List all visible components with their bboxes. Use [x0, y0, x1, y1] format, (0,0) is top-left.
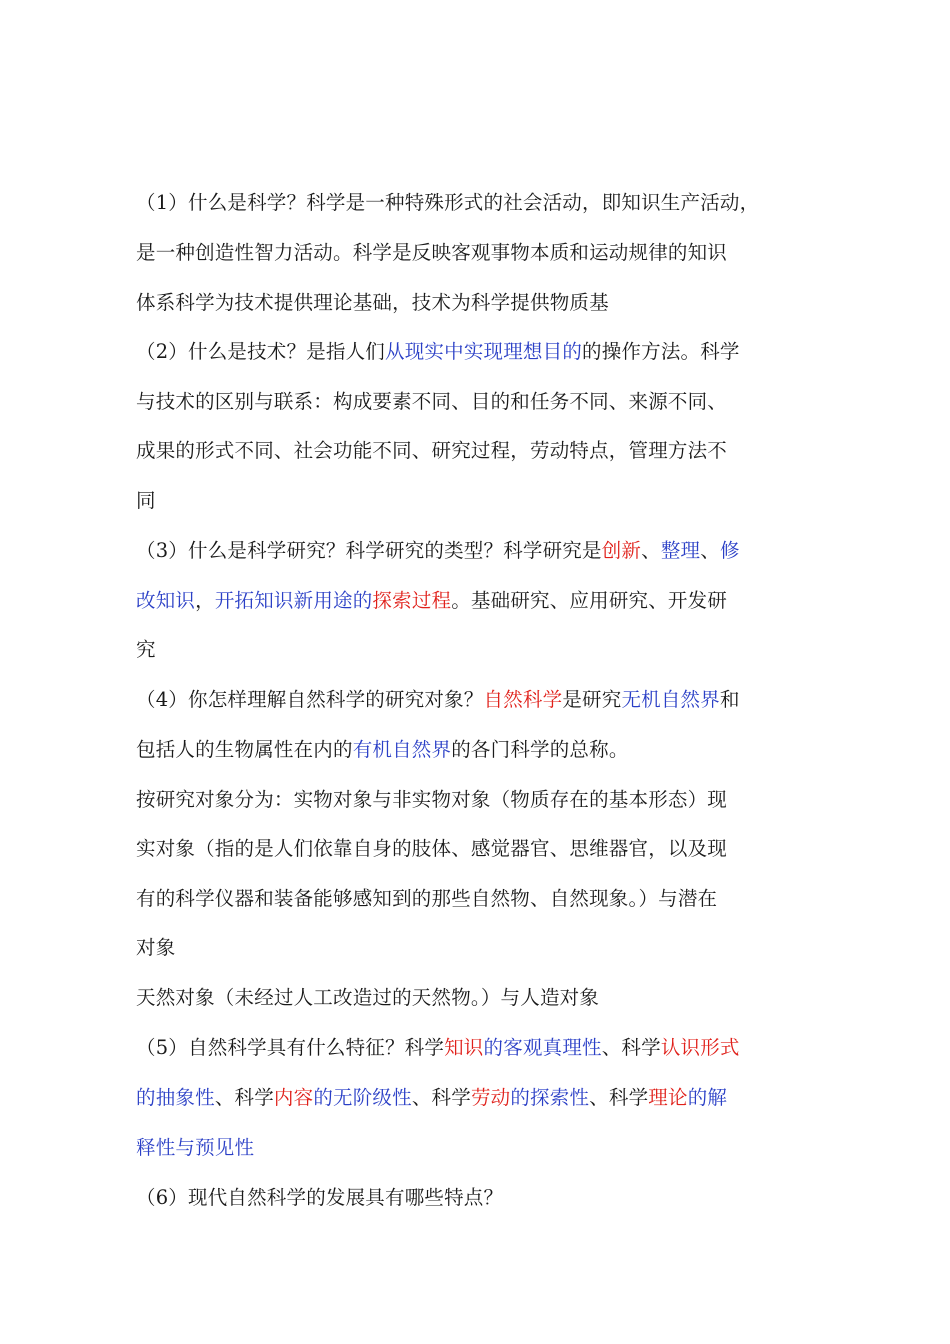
highlighted-text: 劳动 [470, 1086, 511, 1109]
highlighted-text: 知识 [444, 1036, 484, 1059]
text-segment: 、科学 [589, 1086, 649, 1109]
text-segment: 有的科学仪器和装备能够感知到的那些自然物、自然现象。）与潜在 [136, 887, 718, 910]
text-line [136, 228, 727, 278]
text-line [136, 1023, 740, 1073]
text-segment: 、 [700, 539, 720, 562]
text-segment: 实对象（指的是人们依靠自身的肢体、感觉器官、思维器官，以及现 [136, 837, 728, 860]
highlighted-text: 的探索性 [510, 1086, 590, 1109]
text-segment: 的操作方法。科学 [582, 340, 740, 363]
highlighted-text: 的抽象性 [136, 1086, 215, 1109]
text-segment: （4）你怎样理解自然科学的研究对象？ [136, 688, 484, 711]
text-line [136, 824, 727, 874]
text-line [136, 775, 727, 825]
text-segment: 是研究 [562, 688, 622, 711]
text-segment: 的各门科学的总称。 [451, 738, 629, 761]
highlighted-text: 有机自然界 [352, 738, 452, 761]
highlighted-text: 释性与预见性 [136, 1136, 255, 1159]
text-segment: 。基础研究、应用研究、开发研 [451, 589, 728, 612]
text-line [136, 476, 156, 526]
text-segment: （6）现代自然科学的发展具有哪些特点？ [136, 1186, 504, 1209]
text-line [136, 426, 727, 476]
text-segment: （5）自然科学具有什么特征？科学 [136, 1036, 445, 1059]
highlighted-text: 创新 [601, 539, 642, 562]
highlighted-text: 自然科学 [483, 688, 563, 711]
text-line [136, 1123, 254, 1173]
text-line [136, 1073, 727, 1123]
text-line [136, 874, 717, 924]
text-line [136, 725, 629, 775]
text-segment: 、科学 [601, 1036, 661, 1059]
highlighted-text: 开拓知识新用途的 [214, 589, 373, 612]
highlighted-text: 理论 [648, 1086, 688, 1109]
highlighted-text: 内容 [273, 1086, 314, 1109]
text-line [136, 526, 740, 576]
text-segment: 和 [719, 688, 740, 711]
highlighted-text: 从现实中实现理想目的 [385, 340, 583, 363]
text-segment: 包括人的生物属性在内的 [136, 738, 353, 761]
text-segment: （3）什么是科学研究？科学研究的类型？科学研究是 [136, 539, 602, 562]
highlighted-text: 改知识 [136, 589, 196, 612]
highlighted-text: 整理 [660, 539, 701, 562]
text-line [136, 923, 175, 973]
text-segment: 是一种创造性智力活动。科学是反映客观事物本质和运动规律的知识 [136, 241, 728, 264]
text-line [136, 973, 599, 1023]
text-segment: 与技术的区别与联系：构成要素不同、目的和任务不同、来源不同、 [136, 390, 728, 413]
text-segment: 天然对象（未经过人工改造过的天然物。）与人造对象 [136, 986, 600, 1009]
text-line [136, 327, 740, 377]
text-line [136, 377, 727, 427]
text-segment: 体系科学为技术提供理论基础，技术为科学提供物质基 [136, 291, 609, 314]
text-segment: 按研究对象分为：实物对象与非实物对象（物质存在的基本形态）现 [136, 788, 728, 811]
text-line [136, 576, 727, 626]
text-segment: （2）什么是技术？是指人们 [136, 340, 386, 363]
text-segment: 究 [136, 638, 156, 661]
highlighted-text: 认识形式 [660, 1036, 740, 1059]
text-segment: 对象 [136, 936, 176, 959]
text-line [136, 278, 609, 328]
highlighted-text: 的无阶级性 [313, 1086, 412, 1109]
text-segment: 、科学 [411, 1086, 471, 1109]
text-line [136, 178, 759, 228]
highlighted-text: 的客观真理性 [483, 1036, 602, 1059]
highlighted-text: 的解 [687, 1086, 728, 1109]
text-segment: 、 [641, 539, 661, 562]
highlighted-text: 探索过程 [372, 589, 452, 612]
highlighted-text: 无机自然界 [621, 688, 720, 711]
text-segment: 同 [136, 489, 156, 512]
text-line [136, 1173, 503, 1223]
text-segment: （1）什么是科学？科学是一种特殊形式的社会活动，即知识生产活动， [136, 191, 760, 214]
text-line [136, 625, 156, 675]
text-segment: 、科学 [214, 1086, 274, 1109]
highlighted-text: 修 [719, 539, 740, 562]
text-segment: 成果的形式不同、社会功能不同、研究过程，劳动特点，管理方法不 [136, 439, 728, 462]
text-segment: ， [195, 589, 215, 612]
text-line [136, 675, 740, 725]
